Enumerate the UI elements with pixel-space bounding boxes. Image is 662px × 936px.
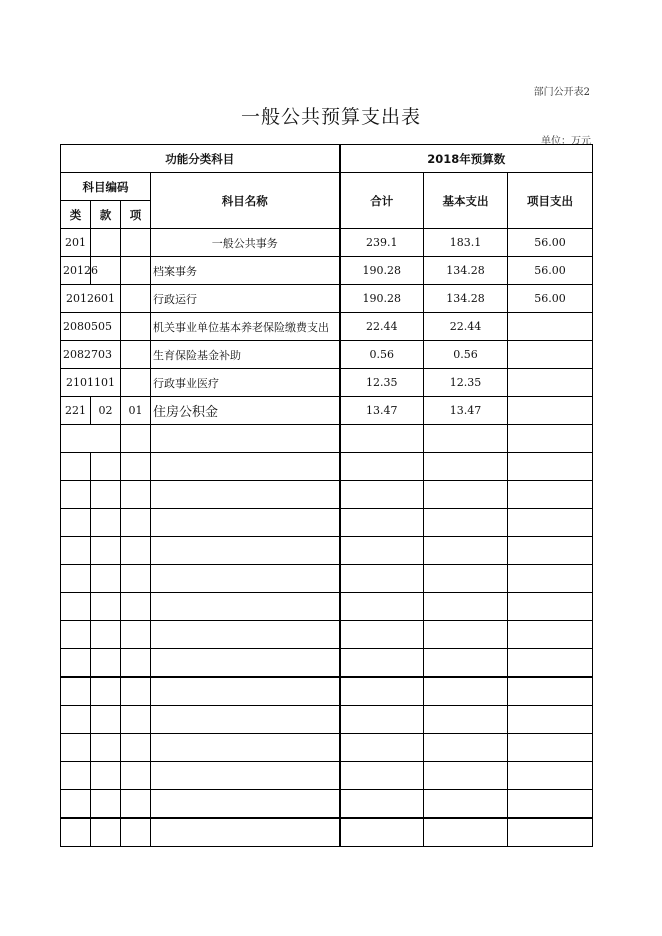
project-expense-value	[508, 341, 593, 369]
header-row-2	[61, 173, 593, 201]
table-row	[61, 341, 593, 369]
empty-cell	[151, 677, 340, 706]
empty-cell	[151, 537, 340, 565]
code-kuan	[91, 229, 121, 257]
empty-cell	[424, 621, 508, 649]
empty-cell	[61, 509, 91, 537]
empty-cell	[508, 734, 593, 762]
header-subject-code: 科目编码	[61, 173, 151, 201]
empty-cell	[340, 706, 424, 734]
empty-cell	[91, 481, 121, 509]
empty-cell	[508, 593, 593, 621]
empty-cell	[151, 593, 340, 621]
subject-name: 一般公共事务	[151, 229, 340, 257]
empty-cell	[61, 734, 91, 762]
empty-cell	[91, 565, 121, 593]
empty-cell	[91, 677, 121, 706]
empty-cell	[424, 677, 508, 706]
code-xiang: 01	[121, 397, 151, 425]
empty-cell	[61, 818, 91, 847]
project-expense-value: 56.00	[508, 229, 593, 257]
empty-cell	[424, 706, 508, 734]
total-value: 13.47	[340, 397, 424, 425]
empty-cell	[508, 425, 593, 453]
empty-cell	[424, 481, 508, 509]
empty-cell	[340, 481, 424, 509]
basic-expense-value: 134.28	[424, 257, 508, 285]
code-lei: 20126	[61, 257, 91, 285]
empty-cell	[508, 509, 593, 537]
empty-cell	[508, 565, 593, 593]
empty-cell	[424, 818, 508, 847]
code-lei: 201	[61, 229, 91, 257]
empty-cell	[61, 649, 91, 678]
empty-row	[61, 762, 593, 790]
empty-cell	[91, 621, 121, 649]
basic-expense-value: 12.35	[424, 369, 508, 397]
project-expense-value	[508, 397, 593, 425]
empty-cell	[340, 509, 424, 537]
empty-cell	[151, 762, 340, 790]
empty-cell	[508, 818, 593, 847]
empty-cell	[121, 621, 151, 649]
empty-cell	[424, 762, 508, 790]
empty-cell	[61, 453, 91, 481]
empty-cell	[508, 706, 593, 734]
empty-cell	[424, 425, 508, 453]
empty-cell	[151, 734, 340, 762]
table-row	[61, 229, 593, 257]
subject-name: 生育保险基金补助	[151, 341, 340, 369]
empty-cell	[121, 509, 151, 537]
empty-cell	[91, 706, 121, 734]
empty-cell	[340, 621, 424, 649]
total-value: 239.1	[340, 229, 424, 257]
empty-cell	[508, 621, 593, 649]
empty-cell	[121, 790, 151, 819]
empty-cell	[151, 425, 340, 453]
empty-cell	[508, 649, 593, 678]
header-functional-category: 功能分类科目	[61, 145, 340, 173]
empty-cell	[121, 649, 151, 678]
project-expense-value	[508, 369, 593, 397]
header-xiang: 项	[121, 201, 151, 229]
subject-code: 2082703	[61, 341, 121, 369]
project-expense-value: 56.00	[508, 257, 593, 285]
empty-cell	[61, 621, 91, 649]
table-row	[61, 369, 593, 397]
empty-cell	[91, 818, 121, 847]
empty-cell	[508, 762, 593, 790]
empty-cell	[91, 453, 121, 481]
unit-label: 单位：万元	[541, 136, 591, 147]
code-kuan: 02	[91, 397, 121, 425]
empty-cell	[91, 537, 121, 565]
empty-cell	[61, 425, 121, 453]
empty-cell	[151, 481, 340, 509]
empty-cell	[508, 453, 593, 481]
empty-cell	[508, 790, 593, 819]
empty-cell	[61, 593, 91, 621]
empty-cell	[340, 425, 424, 453]
subject-code: 2101101	[61, 369, 121, 397]
code-xiang	[121, 285, 151, 313]
empty-cell	[121, 537, 151, 565]
document-tag: 部门公开表2	[533, 87, 590, 98]
empty-row	[61, 537, 593, 565]
empty-cell	[121, 762, 151, 790]
header-project-expense: 项目支出	[508, 173, 593, 229]
empty-cell	[424, 565, 508, 593]
empty-cell	[151, 649, 340, 678]
table-row	[61, 313, 593, 341]
empty-row	[61, 818, 593, 847]
empty-cell	[61, 565, 91, 593]
basic-expense-value: 134.28	[424, 285, 508, 313]
empty-cell	[91, 509, 121, 537]
empty-cell	[151, 453, 340, 481]
empty-cell	[121, 677, 151, 706]
empty-cell	[121, 565, 151, 593]
empty-row	[61, 649, 593, 678]
page-title: 一般公共预算支出表	[240, 106, 421, 128]
header-total: 合计	[340, 173, 424, 229]
empty-cell	[508, 481, 593, 509]
empty-cell	[61, 677, 91, 706]
empty-row	[61, 677, 593, 706]
total-value: 0.56	[340, 341, 424, 369]
empty-cell	[121, 425, 151, 453]
empty-cell	[121, 481, 151, 509]
code-xiang	[121, 313, 151, 341]
code-xiang	[121, 341, 151, 369]
subject-name: 机关事业单位基本养老保险缴费支出	[151, 313, 340, 341]
basic-expense-value: 0.56	[424, 341, 508, 369]
code-xiang	[121, 369, 151, 397]
empty-cell	[424, 537, 508, 565]
empty-cell	[91, 790, 121, 819]
header-lei: 类	[61, 201, 91, 229]
empty-cell	[151, 706, 340, 734]
empty-cell	[121, 593, 151, 621]
basic-expense-value: 183.1	[424, 229, 508, 257]
subject-name: 档案事务	[151, 257, 340, 285]
empty-cell	[340, 677, 424, 706]
budget-table	[60, 144, 593, 847]
empty-cell	[121, 706, 151, 734]
empty-cell	[151, 818, 340, 847]
subject-name: 行政运行	[151, 285, 340, 313]
subject-name: 行政事业医疗	[151, 369, 340, 397]
total-value: 22.44	[340, 313, 424, 341]
empty-cell	[424, 649, 508, 678]
empty-cell	[91, 593, 121, 621]
empty-row	[61, 509, 593, 537]
empty-cell	[151, 509, 340, 537]
empty-cell	[61, 762, 91, 790]
empty-cell	[340, 762, 424, 790]
empty-cell	[121, 818, 151, 847]
code-xiang	[121, 257, 151, 285]
empty-cell	[91, 649, 121, 678]
basic-expense-value: 22.44	[424, 313, 508, 341]
empty-row	[61, 734, 593, 762]
empty-row	[61, 481, 593, 509]
empty-cell	[340, 537, 424, 565]
empty-row	[61, 593, 593, 621]
empty-cell	[508, 677, 593, 706]
table-row	[61, 285, 593, 313]
empty-cell	[151, 565, 340, 593]
empty-row	[61, 706, 593, 734]
header-budget-year: 2018年预算数	[340, 145, 593, 173]
empty-cell	[151, 790, 340, 819]
basic-expense-value: 13.47	[424, 397, 508, 425]
empty-cell	[508, 537, 593, 565]
empty-row	[61, 425, 593, 453]
empty-cell	[61, 790, 91, 819]
empty-cell	[424, 453, 508, 481]
empty-cell	[61, 481, 91, 509]
subject-name: 住房公积金	[151, 397, 340, 425]
header-row-1	[61, 145, 593, 173]
empty-cell	[424, 509, 508, 537]
subject-code: 2012601	[61, 285, 121, 313]
empty-cell	[424, 734, 508, 762]
empty-cell	[121, 453, 151, 481]
empty-cell	[340, 453, 424, 481]
project-expense-value: 56.00	[508, 285, 593, 313]
total-value: 190.28	[340, 257, 424, 285]
empty-cell	[61, 537, 91, 565]
empty-cell	[340, 818, 424, 847]
total-value: 190.28	[340, 285, 424, 313]
empty-cell	[340, 593, 424, 621]
project-expense-value	[508, 313, 593, 341]
empty-cell	[340, 565, 424, 593]
empty-cell	[151, 621, 340, 649]
empty-row	[61, 565, 593, 593]
empty-cell	[121, 734, 151, 762]
header-kuan: 款	[91, 201, 121, 229]
header-subject-name: 科目名称	[151, 173, 340, 229]
empty-cell	[424, 790, 508, 819]
empty-row	[61, 621, 593, 649]
empty-cell	[61, 706, 91, 734]
empty-cell	[91, 762, 121, 790]
empty-cell	[424, 593, 508, 621]
table-row	[61, 397, 593, 425]
empty-cell	[340, 734, 424, 762]
empty-row	[61, 453, 593, 481]
code-lei: 221	[61, 397, 91, 425]
empty-cell	[340, 649, 424, 678]
subject-code: 2080505	[61, 313, 121, 341]
header-basic-expense: 基本支出	[424, 173, 508, 229]
empty-row	[61, 790, 593, 819]
empty-cell	[340, 790, 424, 819]
empty-cell	[91, 734, 121, 762]
code-xiang	[121, 229, 151, 257]
table-row	[61, 257, 593, 285]
total-value: 12.35	[340, 369, 424, 397]
